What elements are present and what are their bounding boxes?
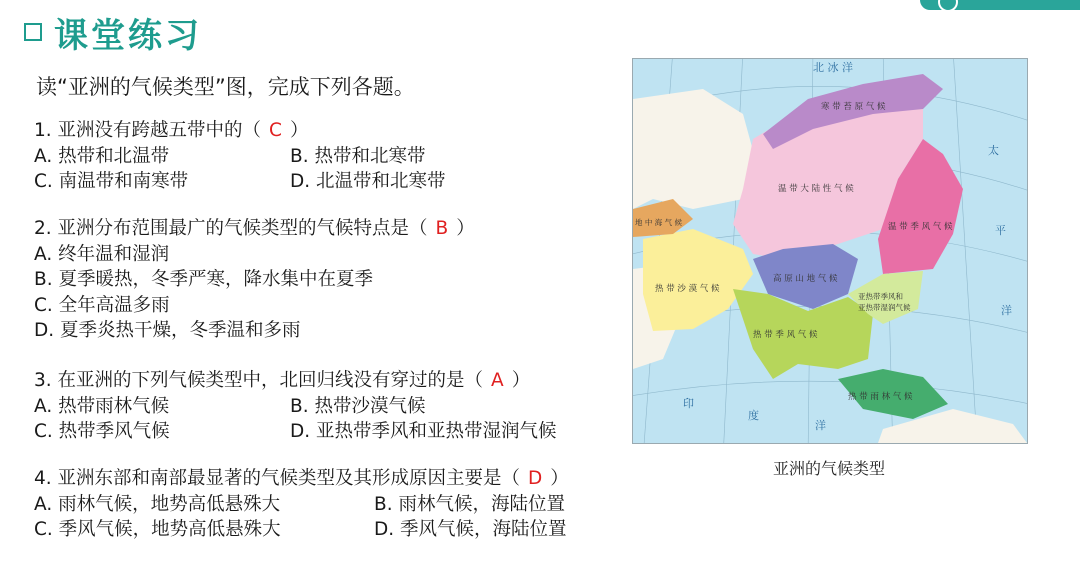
answer-mark: C	[269, 120, 282, 141]
map-caption: 亚洲的气候类型	[772, 459, 885, 478]
option-row	[34, 517, 569, 543]
climate-map	[632, 58, 1028, 444]
label-pacific-2: 平	[995, 224, 1006, 237]
stem-close: ）	[289, 120, 309, 141]
question-4	[34, 466, 569, 543]
option-d: D. 亚热带季风和亚热带湿润气候	[290, 421, 557, 442]
label-tundra: 寒 带 苔 原 气 候	[821, 102, 886, 112]
intro-text: 读“亚洲的气候类型”图，完成下列各题。	[36, 75, 415, 99]
label-plateau: 高 原 山 地 气 候	[773, 274, 838, 284]
climate-map-svg	[633, 59, 1027, 443]
question-stem	[34, 118, 308, 144]
answer-mark: B	[435, 218, 449, 239]
option-c: C. 南温带和南寒带	[34, 171, 189, 192]
question-1	[34, 118, 446, 195]
question-3	[34, 368, 557, 445]
stem-close: ）	[456, 218, 475, 239]
label-indian-1: 印	[683, 397, 694, 410]
option-b: B. 热带和北寒带	[290, 145, 426, 167]
option-c: C. 热带季风气候	[34, 421, 170, 442]
stem-text: 2. 亚洲分布范围最广的气候类型的气候特点是（	[34, 218, 428, 239]
label-tropical-monsoon: 热 带 季 风 气 候	[753, 330, 818, 340]
page-title-text: 课堂练习	[54, 15, 202, 56]
option-a: A. 热带雨林气候	[34, 395, 170, 417]
label-mediterranean: 地 中 海 气 候	[635, 218, 683, 227]
option-row	[34, 169, 446, 195]
logo-ring-icon	[938, 0, 958, 12]
option-d: D. 季风气候，海陆位置	[374, 519, 567, 540]
label-rainforest: 热 带 雨 林 气 候	[848, 392, 913, 402]
option-d: D. 北温带和北寒带	[290, 171, 446, 192]
label-subtropical-1: 亚热带季风和	[858, 292, 903, 301]
stem-close: ）	[511, 370, 531, 391]
question-2	[34, 216, 475, 344]
label-indian-3: 洋	[815, 419, 826, 432]
option-row	[34, 144, 426, 170]
option-row	[34, 419, 557, 445]
question-stem	[34, 216, 475, 242]
brand-logo	[920, 0, 1080, 10]
stem-text: 1. 亚洲没有跨越五带中的（	[34, 120, 262, 141]
stem-text: 3. 在亚洲的下列气候类型中，北回归线没有穿过的是（	[34, 370, 484, 391]
question-stem	[34, 466, 569, 492]
stem-text: 4. 亚洲东部和南部最显著的气候类型及其形成原因主要是（	[34, 468, 521, 489]
label-pacific-1: 太	[988, 144, 999, 157]
page-title	[24, 10, 202, 54]
option-c: C. 季风气候，地势高低悬殊大	[34, 519, 281, 540]
option-row	[34, 394, 530, 420]
label-indian-2: 度	[748, 409, 759, 422]
label-arctic: 北 冰 洋	[813, 61, 853, 74]
label-continental: 温 带 大 陆 性 气 候	[778, 184, 854, 194]
square-bullet-icon	[24, 23, 42, 41]
stem-close: ）	[550, 468, 569, 489]
label-temperate-monsoon: 温 带 季 风 气 候	[888, 222, 953, 232]
option-a: A. 雨林气候，地势高低悬殊大	[34, 493, 281, 515]
answer-mark: D	[528, 468, 543, 489]
option-row	[34, 492, 569, 518]
option-b: B. 热带沙漠气候	[290, 395, 426, 417]
option-d: D. 夏季炎热干燥，冬季温和多雨	[34, 320, 301, 341]
option-c: C. 全年高温多雨	[34, 294, 170, 316]
label-desert: 热 带 沙 漠 气 候	[655, 284, 720, 294]
question-stem	[34, 368, 530, 394]
answer-mark: A	[491, 370, 504, 391]
option-b: B. 夏季暖热，冬季严寒，降水集中在夏季	[34, 269, 373, 290]
option-a: A. 热带和北温带	[34, 145, 170, 167]
option-a: A. 终年温和湿润	[34, 243, 170, 265]
option-b: B. 雨林气候，海陆位置	[374, 493, 565, 515]
label-pacific-3: 洋	[1001, 304, 1012, 317]
label-subtropical-2: 亚热带湿润气候	[858, 303, 911, 312]
